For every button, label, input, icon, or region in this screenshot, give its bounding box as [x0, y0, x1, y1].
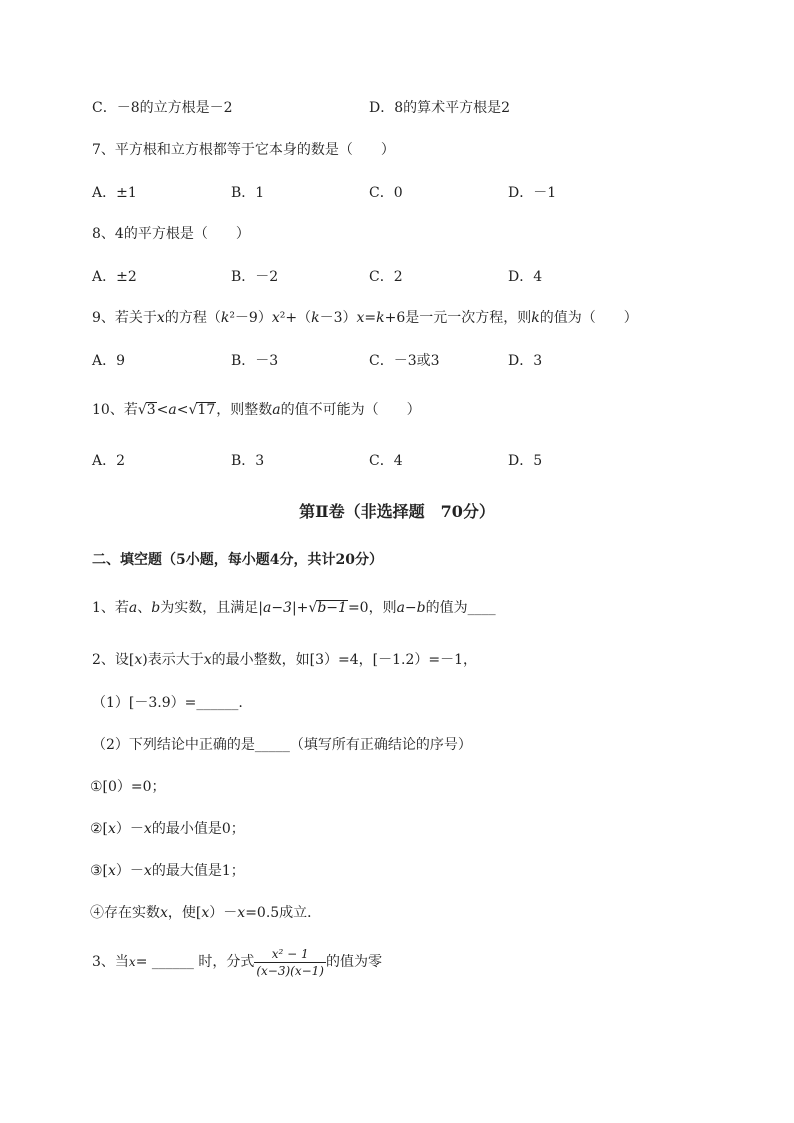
- q10-var: a: [168, 402, 177, 418]
- q10-text: 的值不可能为（ ）: [280, 402, 421, 418]
- q10-option-d: D．5: [508, 453, 543, 469]
- f2-text: 的最小值是0；: [151, 821, 245, 837]
- f2-text: 的最大值是1；: [151, 863, 245, 879]
- f1-var: b: [151, 600, 161, 616]
- q9-option-d: D．3: [508, 353, 543, 369]
- q10-stem: [92, 400, 421, 420]
- q7-option-c: C．0: [369, 185, 403, 201]
- f1-text: 1、若: [92, 600, 129, 616]
- q9-stem: [92, 308, 638, 328]
- f2-part1: （1）[－3.9）=______.: [92, 695, 243, 711]
- q6-option-d: D．8的算术平方根是2: [369, 100, 511, 116]
- q10-option-b: B．3: [231, 453, 265, 469]
- q10-radicand: 3: [146, 402, 156, 418]
- q10-option-a: A．2: [92, 453, 126, 469]
- f2-var: x: [160, 905, 168, 921]
- f2-var: x: [143, 821, 152, 837]
- f3-fraction: [254, 946, 326, 979]
- f2-var: x: [203, 652, 212, 668]
- f2-text: )表示大于: [142, 652, 204, 668]
- f2-var: x: [143, 863, 152, 879]
- q9-var: x: [156, 310, 165, 326]
- part2-title: 第Ⅱ卷（非选择题 70分）: [299, 502, 495, 521]
- section-heading: 二、填空题（5小题，每小题4分，共计20分）: [92, 552, 383, 568]
- f2-var: x: [108, 863, 116, 879]
- q9-var: x: [271, 310, 280, 326]
- f2-text: ）－: [115, 821, 144, 837]
- q7-option-d: D．－1: [508, 185, 557, 201]
- f2-var: x: [201, 905, 210, 921]
- f1-text: 为实数，且满足|: [160, 600, 263, 616]
- f2-text: ）－: [115, 863, 144, 879]
- f3-numerator: x² − 1: [254, 946, 326, 963]
- f2-part2: （2）下列结论中正确的是_____（填写所有正确结论的序号）: [92, 737, 472, 753]
- q10-var: a: [272, 402, 281, 418]
- f1-text: |+: [291, 600, 309, 616]
- f2-conclusion-3: [90, 861, 245, 881]
- q10-text: ，则整数: [216, 402, 273, 418]
- f2-var: x: [108, 821, 116, 837]
- q8-option-a: A．±2: [92, 269, 137, 285]
- f3-var: x: [128, 955, 136, 969]
- q9-var: x: [356, 310, 365, 326]
- q6-option-c: C．－8的立方根是－2: [92, 100, 233, 116]
- f2-conclusion-2: [90, 819, 245, 839]
- f2-stem: [92, 650, 477, 670]
- f2-var: x: [237, 905, 246, 921]
- q9-var: k: [376, 310, 385, 326]
- q9-text: =: [364, 310, 377, 326]
- q9-text: 的值为（ ）: [539, 310, 638, 326]
- q10-option-c: C．4: [369, 453, 403, 469]
- q9-var: k: [531, 310, 540, 326]
- q8-option-c: C．2: [369, 269, 403, 285]
- q9-text: ²－9）: [229, 310, 272, 326]
- f1-var: a: [128, 600, 138, 616]
- f1-expr: a−b: [396, 600, 426, 616]
- f2-text: ，使[: [167, 905, 202, 921]
- f2-conclusion-1: ①[0）=0；: [90, 779, 166, 795]
- sqrt-icon: √: [188, 402, 198, 418]
- sqrt-icon: √: [137, 402, 147, 418]
- q9-text: 9、若关于: [92, 310, 157, 326]
- q7-option-a: A．±1: [92, 185, 137, 201]
- f3-stem: [92, 944, 382, 980]
- f1-abs-inner: a−3: [262, 600, 292, 616]
- q10-text: 10、若: [92, 402, 138, 418]
- f2-var: x: [134, 652, 143, 668]
- q7-stem: 7、平方根和立方根都等于它本身的数是（ ）: [92, 142, 395, 158]
- q10-radicand: 17: [197, 402, 216, 418]
- q9-text: +6是一元一次方程，则: [384, 310, 532, 326]
- f3-text: 的值为零: [325, 954, 382, 970]
- f2-text: 2、设[: [92, 652, 135, 668]
- f1-stem: [92, 598, 496, 618]
- f3-text: 3、当: [92, 954, 129, 970]
- f2-text: 的最小整数，如[3）=4，[－1.2）=－1，: [211, 652, 478, 668]
- q8-stem: 8、4的平方根是（ ）: [92, 226, 250, 242]
- f2-text: ②[: [90, 821, 109, 837]
- f3-denominator: (x−3)(x−1): [256, 963, 324, 978]
- q9-option-a: A．9: [92, 353, 126, 369]
- f1-radicand: b−1: [317, 600, 347, 616]
- f1-text: 的值为____: [425, 600, 496, 616]
- f2-text: ）－: [209, 905, 238, 921]
- q9-text: ²+（: [279, 310, 312, 326]
- q9-var: k: [311, 310, 320, 326]
- q9-text: －3）: [319, 310, 357, 326]
- f1-text: 、: [137, 600, 152, 616]
- f1-text: =0，则: [347, 600, 397, 616]
- q9-text: 的方程（: [164, 310, 221, 326]
- q8-option-b: B．－2: [231, 269, 279, 285]
- q9-option-b: B．－3: [231, 353, 279, 369]
- f2-text: ③[: [90, 863, 109, 879]
- f2-conclusion-4: [90, 903, 321, 923]
- f3-text: = ______ 时，分式: [135, 954, 255, 970]
- q10-text: <: [156, 402, 169, 418]
- q8-option-d: D．4: [508, 269, 543, 285]
- sqrt-icon: √: [308, 600, 318, 616]
- q9-option-c: C．－3或3: [369, 353, 440, 369]
- q7-option-b: B．1: [231, 185, 265, 201]
- q10-text: <: [176, 402, 189, 418]
- f2-text: =0.5成立．: [245, 905, 322, 921]
- q9-var: k: [220, 310, 230, 326]
- f2-text: ④存在实数: [90, 905, 160, 921]
